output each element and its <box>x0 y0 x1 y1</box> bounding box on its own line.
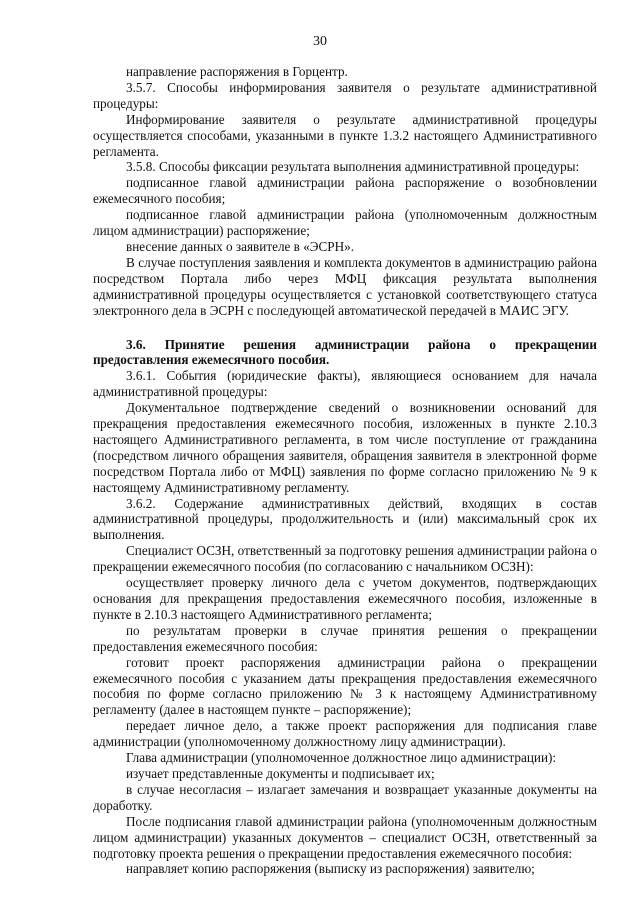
paragraph: 3.6.2. Содержание административных действий, входящих в состав административной процедуры, продолжительность и (или) максимальный срок их выполнения. <box>93 495 597 543</box>
paragraph: готовит проект распоряжения администрации района о прекращении ежемесячного пособия с указанием даты прекращения предоставления ежемесячного пособия по форме согласно приложению № 3 к настоящему Административному регламенту (далее в настоящем пункте – распоряжение); <box>93 654 597 718</box>
section-heading: 3.6. Принятие решения администрации района о прекращении предоставления ежемесячного пособия. <box>93 336 597 368</box>
paragraph: осуществляет проверку личного дела с учетом документов, подтверждающих основания для прекращения предоставления ежемесячного пособия, изложенные в пункте в 2.10.3 настоящего Административного регламента; <box>93 575 597 622</box>
paragraph: по результатам проверки в случае принятия решения о прекращении предоставления ежемесячного пособия: <box>93 622 597 654</box>
paragraph: подписанное главой администрации района (уполномоченным должностным лицом администрации) распоряжение; <box>93 207 597 239</box>
paragraph: Информирование заявителя о результате административной процедуры осуществляется способами, указанными в пункте 1.3.2 настоящего Административного регламента. <box>93 111 597 159</box>
page-number: 30 <box>313 34 327 49</box>
paragraph: Документальное подтверждение сведений о возникновении оснований для прекращения предоставления ежемесячного пособия, изложенных в пункте 2.10.3 настоящего Административного регламента, в том числе поступление от гражданина (посредством личного обращения заявителя, обращения заявителя в электронной форме посредством Портала либо от МФЦ) заявления по форме согласно приложению № 9 к настоящему Административному регламенту. <box>93 400 597 495</box>
paragraph: в случае несогласия – излагает замечания и возвращает указанные документы на доработку. <box>93 781 597 813</box>
paragraph: После подписания главой администрации района (уполномоченным должностным лицом администрации) указанных документов – специалист ОСЗН, ответственный за подготовку проекта решения о прекращении предоставления ежемесячного пособия: <box>93 813 597 861</box>
paragraph: передает личное дело, а также проект распоряжения для подписания главе администрации (уполномоченному должностному лицу администрации). <box>93 718 597 750</box>
document-body <box>93 64 597 877</box>
paragraph: В случае поступления заявления и комплекта документов в администрацию района посредством Портала либо через МФЦ фиксация результата выполнения административной процедуры осуществляется с установкой соответствующего статуса электронного дела в ЭСРН с последующей автоматической передачей в МАИС ЭГУ. <box>93 254 597 318</box>
paragraph: подписанное главой администрации района распоряжение о возобновлении ежемесячного пособия; <box>93 175 597 207</box>
paragraph: 3.6.1. События (юридические факты), являющиеся основанием для начала административной процедуры: <box>93 368 597 400</box>
paragraph: Специалист ОСЗН, ответственный за подготовку решения администрации района о прекращении ежемесячного пособия (по согласованию с начальником ОСЗН): <box>93 543 597 575</box>
paragraph: 3.5.7. Способы информирования заявителя о результате административной процедуры: <box>93 79 597 111</box>
paragraph: направление распоряжения в Горцентр. <box>126 64 348 79</box>
paragraph: 3.5.8. Способы фиксации результата выполнения административной процедуры: <box>126 159 580 175</box>
paragraph: изучает представленные документы и подписывает их; <box>126 765 435 781</box>
paragraph: Глава администрации (уполномоченное должностное лицо администрации): <box>126 750 557 766</box>
paragraph: внесение данных о заявителе в «ЭСРН». <box>126 238 355 254</box>
paragraph: направляет копию распоряжения (выписку из распоряжения) заявителю; <box>126 861 535 877</box>
